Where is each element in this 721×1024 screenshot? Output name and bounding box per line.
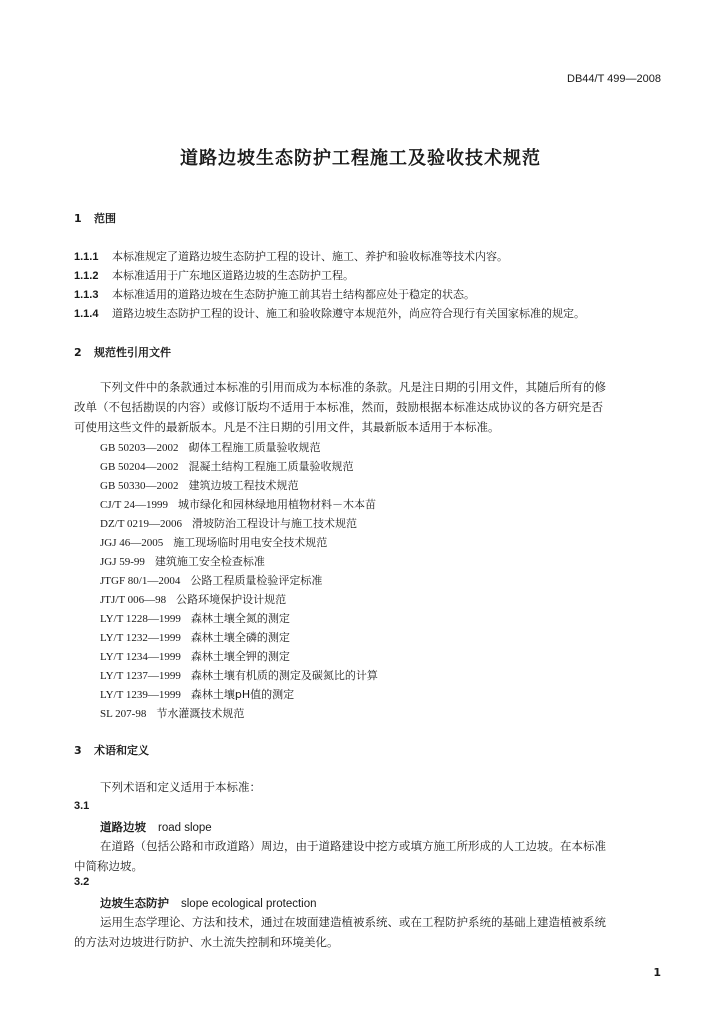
reference-code: JGJ 46—2005 xyxy=(100,537,164,549)
reference-code: CJ/T 24—1999 xyxy=(100,499,168,511)
page-number: 1 xyxy=(653,966,661,979)
section-1-heading xyxy=(74,210,116,226)
term-definition-line: 中简称边坡。 xyxy=(74,859,143,873)
reference-name: 建筑施工安全检查标准 xyxy=(154,555,265,568)
reference-code: JTJ/T 006—98 xyxy=(100,594,167,606)
reference-code: GB 50204—2002 xyxy=(100,461,179,473)
clause-text: 本标准规定了道路边坡生态防护工程的设计、施工、养护和验收标准等技术内容。 xyxy=(112,250,508,263)
reference-item xyxy=(100,572,322,588)
reference-name: 滑坡防治工程设计与施工技术规范 xyxy=(192,517,357,530)
reference-name: 森林土壤全钾的测定 xyxy=(190,650,290,663)
term-name-en: road slope xyxy=(158,822,212,834)
reference-item xyxy=(100,648,290,664)
clause-text: 道路边坡生态防护工程的设计、施工和验收除遵守本规范外，尚应符合现行有关国家标准的规定。 xyxy=(112,307,585,320)
section-title: 规范性引用文件 xyxy=(94,346,171,359)
reference-name: 森林土壤有机质的测定及碳氮比的计算 xyxy=(190,669,378,682)
reference-item xyxy=(100,477,299,493)
clause-1-1-3 xyxy=(74,286,475,302)
section-2-intro-line-1: 下列文件中的条款通过本标准的引用而成为本标准的条款。凡是注日期的引用文件，其随后所有的修 xyxy=(100,380,606,394)
clause-1-1-2 xyxy=(74,267,354,283)
document-title: 道路边坡生态防护工程施工及验收技术规范 xyxy=(180,148,541,169)
reference-code: GB 50330—2002 xyxy=(100,480,179,492)
reference-code: LY/T 1232—1999 xyxy=(100,632,181,644)
clause-text: 本标准适用于广东地区道路边坡的生态防护工程。 xyxy=(112,269,354,282)
section-3-intro: 下列术语和定义适用于本标准： xyxy=(100,780,261,794)
section-number: 2 xyxy=(74,346,82,359)
reference-code: JTGF 80/1—2004 xyxy=(100,575,181,587)
term-definition-line: 运用生态学理论、方法和技术，通过在坡面建造植被系统、或在工程防护系统的基础上建造植被系统 xyxy=(100,915,606,929)
reference-code: LY/T 1228—1999 xyxy=(100,613,181,625)
reference-name: 施工现场临时用电安全技术规范 xyxy=(173,536,328,549)
reference-code: GB 50203—2002 xyxy=(100,442,179,454)
reference-item xyxy=(100,496,376,512)
standard-code: DB44/T 499—2008 xyxy=(567,73,661,85)
reference-item xyxy=(100,705,244,721)
reference-name: 森林土壤全氮的测定 xyxy=(190,612,290,625)
term-name xyxy=(100,819,212,835)
clause-number: 1.1.4 xyxy=(74,308,99,320)
term-number: 3.2 xyxy=(74,876,90,888)
term-number: 3.1 xyxy=(74,800,90,812)
reference-item xyxy=(100,629,290,645)
clause-number: 1.1.3 xyxy=(74,289,99,301)
term-name-en: slope ecological protection xyxy=(181,898,317,910)
clause-number: 1.1.1 xyxy=(74,251,99,263)
reference-name: 混凝土结构工程施工质量验收规范 xyxy=(188,460,354,473)
clause-text: 本标准适用的道路边坡在生态防护施工前其岩土结构都应处于稳定的状态。 xyxy=(112,288,475,301)
clause-1-1-4 xyxy=(74,305,585,321)
reference-code: LY/T 1234—1999 xyxy=(100,651,181,663)
reference-name: 公路环境保护设计规范 xyxy=(176,593,287,606)
section-number: 1 xyxy=(74,212,82,225)
section-2-heading xyxy=(74,344,171,360)
section-2-intro-line-3: 可使用这些文件的最新版本。凡是不注日期的引用文件，其最新版本适用于本标准。 xyxy=(74,420,500,434)
reference-name: 城市绿化和园林绿地用植物材料－木本苗 xyxy=(177,498,376,511)
reference-item xyxy=(100,515,357,531)
reference-item xyxy=(100,686,294,702)
reference-name: 公路工程质量检验评定标准 xyxy=(190,574,323,587)
clause-1-1-1 xyxy=(74,248,508,264)
reference-name: 建筑边坡工程技术规范 xyxy=(188,479,299,492)
term-name-zh: 边坡生态防护 xyxy=(100,896,169,910)
reference-name: 节水灌溉技术规范 xyxy=(156,707,245,720)
reference-item xyxy=(100,458,354,474)
section-title: 术语和定义 xyxy=(94,744,149,757)
reference-item xyxy=(100,439,321,455)
reference-item xyxy=(100,667,378,683)
term-definition-line: 的方法对边坡进行防护、水土流失控制和环境美化。 xyxy=(74,935,339,949)
term-definition-line: 在道路（包括公路和市政道路）周边，由于道路建设中挖方或填方施工所形成的人工边坡。在本标准 xyxy=(100,839,606,853)
reference-code: LY/T 1239—1999 xyxy=(100,689,181,701)
section-title: 范围 xyxy=(94,212,116,225)
reference-name: 森林土壤pH值的测定 xyxy=(190,688,295,701)
reference-code: LY/T 1237—1999 xyxy=(100,670,181,682)
reference-item xyxy=(100,591,286,607)
section-number: 3 xyxy=(74,744,82,757)
reference-code: SL 207-98 xyxy=(100,708,147,720)
reference-name: 森林土壤全磷的测定 xyxy=(190,631,290,644)
reference-item xyxy=(100,553,265,569)
section-3-heading xyxy=(74,742,149,758)
reference-name: 砌体工程施工质量验收规范 xyxy=(188,441,321,454)
reference-item xyxy=(100,534,327,550)
reference-code: DZ/T 0219—2006 xyxy=(100,518,182,530)
clause-number: 1.1.2 xyxy=(74,270,99,282)
reference-item xyxy=(100,610,290,626)
section-2-intro-line-2: 改单（不包括勘误的内容）或修订版均不适用于本标准，然而，鼓励根据本标准达成协议的各方研究是否 xyxy=(74,400,603,414)
reference-code: JGJ 59-99 xyxy=(100,556,145,568)
term-name-zh: 道路边坡 xyxy=(100,820,146,834)
term-name xyxy=(100,895,317,911)
